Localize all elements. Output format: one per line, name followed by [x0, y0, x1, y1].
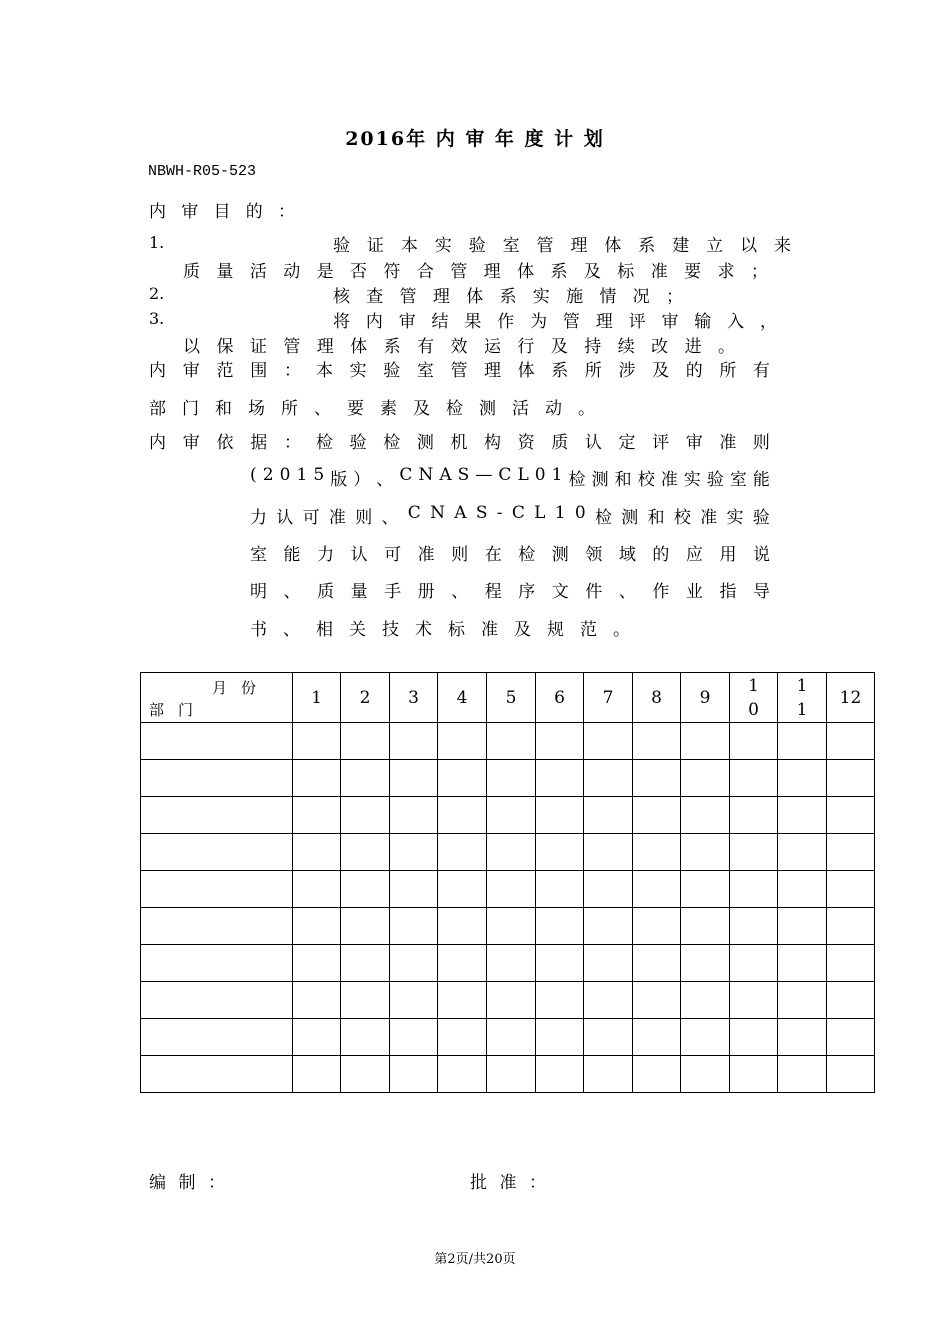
page-title: 2016年 内 审 年 度 计 划 [345, 128, 605, 150]
month-cell [681, 945, 730, 982]
month-cell [827, 760, 875, 797]
month-cell [293, 908, 341, 945]
department-cell [141, 871, 293, 908]
month-header-9: 9 [681, 673, 730, 723]
basis-line-2: ( 2 0 1 5 版 ） 、 C N A S — C L 0 1 检 测 和 校 准 实 验 室 能 [250, 465, 770, 490]
purpose-3-number: 3. [149, 309, 165, 328]
month-cell [390, 797, 438, 834]
department-cell [141, 908, 293, 945]
month-cell [438, 797, 487, 834]
month-cell [390, 1019, 438, 1056]
month-cell [778, 1019, 827, 1056]
month-cell [633, 1056, 681, 1093]
month-cell [536, 797, 584, 834]
month-cell [584, 797, 633, 834]
month-cell [536, 945, 584, 982]
month-cell [827, 1019, 875, 1056]
purpose-1-line1: 验 证 本 实 验 室 管 理 体 系 建 立 以 来 [333, 236, 791, 256]
month-cell [730, 982, 778, 1019]
month-cell [390, 982, 438, 1019]
month-cell [487, 1056, 536, 1093]
month-cell [827, 797, 875, 834]
month-cell [341, 871, 390, 908]
month-cell [341, 723, 390, 760]
month-cell [730, 871, 778, 908]
page-footer: 第2页/共20页 [434, 1252, 516, 1267]
month-cell [293, 982, 341, 1019]
month-cell [438, 723, 487, 760]
month-cell [633, 797, 681, 834]
month-header-6: 6 [536, 673, 584, 723]
month-cell [390, 723, 438, 760]
table-row [141, 760, 875, 797]
month-header-3: 3 [390, 673, 438, 723]
month-cell [827, 945, 875, 982]
basis-line-6: 书 、 相 关 技 术 标 准 及 规 范 。 [250, 620, 630, 640]
department-cell [141, 1056, 293, 1093]
month-cell [487, 908, 536, 945]
month-cell [293, 797, 341, 834]
table-row [141, 908, 875, 945]
month-cell [584, 760, 633, 797]
month-cell [536, 908, 584, 945]
department-header-label: 部门 [149, 701, 208, 719]
month-cell [778, 723, 827, 760]
audit-plan-table [140, 672, 875, 1093]
month-cell [438, 908, 487, 945]
purpose-3-line2: 以 保 证 管 理 体 系 有 效 运 行 及 持 续 改 进 。 [183, 337, 735, 357]
month-cell [341, 945, 390, 982]
month-cell [390, 1056, 438, 1093]
month-cell [536, 1056, 584, 1093]
month-cell [390, 908, 438, 945]
purpose-2-number: 2. [149, 284, 165, 303]
month-cell [341, 1019, 390, 1056]
month-cell [293, 871, 341, 908]
basis-line-1: 检 验 检 测 机 构 资 质 认 定 评 审 准 则 [316, 433, 770, 453]
department-cell [141, 1019, 293, 1056]
month-cell [293, 1056, 341, 1093]
month-cell [778, 945, 827, 982]
month-cell [827, 1056, 875, 1093]
scope-line2: 部 门 和 场 所 、 要 素 及 检 测 活 动 。 [149, 399, 595, 419]
month-cell [341, 797, 390, 834]
table-row [141, 797, 875, 834]
department-cell [141, 834, 293, 871]
purpose-1-number: 1. [149, 233, 165, 252]
month-cell [681, 871, 730, 908]
month-header-10 [730, 673, 778, 723]
month-header-8: 8 [633, 673, 681, 723]
month-cell [390, 871, 438, 908]
month-cell [341, 982, 390, 1019]
month-cell [827, 834, 875, 871]
month-cell [730, 1056, 778, 1093]
month-cell [293, 1019, 341, 1056]
month-cell [778, 834, 827, 871]
table-row [141, 871, 875, 908]
month-cell [730, 945, 778, 982]
basis-label: 内 审 依 据 ： [149, 433, 301, 453]
month-cell [390, 760, 438, 797]
basis-line-5: 明 、 质 量 手 册 、 程 序 文 件 、 作 业 指 导 [250, 582, 770, 602]
month-cell [681, 723, 730, 760]
month-cell [438, 834, 487, 871]
scope-label: 内 审 范 围 ： [149, 361, 301, 381]
month-cell [584, 871, 633, 908]
month-cell [487, 945, 536, 982]
month-cell [681, 760, 730, 797]
month-cell [293, 723, 341, 760]
month-cell [487, 834, 536, 871]
month-header-11-text: 1 1 [796, 675, 808, 720]
department-cell [141, 760, 293, 797]
table-body [141, 723, 875, 1093]
month-cell [536, 834, 584, 871]
month-cell [730, 1019, 778, 1056]
month-cell [633, 871, 681, 908]
month-cell [633, 908, 681, 945]
month-cell [341, 760, 390, 797]
department-cell [141, 982, 293, 1019]
month-cell [633, 723, 681, 760]
month-header-11 [778, 673, 827, 723]
month-cell [730, 797, 778, 834]
department-cell [141, 723, 293, 760]
approved-by-label: 批 准 ： [470, 1173, 546, 1193]
month-cell [827, 723, 875, 760]
month-cell [293, 945, 341, 982]
basis-line-4: 室 能 力 认 可 准 则 在 检 测 领 域 的 应 用 说 [250, 545, 770, 565]
month-header-12: 12 [827, 673, 875, 723]
month-cell [730, 723, 778, 760]
month-cell [536, 982, 584, 1019]
table-row [141, 1019, 875, 1056]
month-cell [390, 834, 438, 871]
month-header-1: 1 [293, 673, 341, 723]
month-cell [730, 760, 778, 797]
table-row [141, 945, 875, 982]
month-cell [584, 945, 633, 982]
month-cell [341, 834, 390, 871]
month-cell [584, 834, 633, 871]
month-cell [827, 871, 875, 908]
month-cell [438, 1019, 487, 1056]
purpose-1-line2: 质 量 活 动 是 否 符 合 管 理 体 系 及 标 准 要 求 ； [183, 262, 768, 282]
corner-header-cell [141, 673, 293, 723]
month-cell [681, 1019, 730, 1056]
month-cell [681, 797, 730, 834]
month-header-7: 7 [584, 673, 633, 723]
department-cell [141, 797, 293, 834]
month-header-label: 月份 [211, 679, 270, 697]
month-cell [778, 908, 827, 945]
month-cell [778, 871, 827, 908]
document-code: NBWH-R05-523 [148, 163, 257, 180]
department-cell [141, 945, 293, 982]
month-cell [438, 945, 487, 982]
month-cell [633, 945, 681, 982]
month-header-4: 4 [438, 673, 487, 723]
month-cell [633, 760, 681, 797]
month-cell [487, 723, 536, 760]
month-cell [584, 1019, 633, 1056]
month-cell [681, 908, 730, 945]
month-cell [536, 723, 584, 760]
month-cell [438, 871, 487, 908]
month-cell [293, 834, 341, 871]
purpose-3-line1: 将 内 审 结 果 作 为 管 理 评 审 输 入 ， [333, 312, 777, 332]
month-cell [730, 908, 778, 945]
table-row [141, 723, 875, 760]
table-row [141, 1056, 875, 1093]
month-cell [827, 982, 875, 1019]
month-cell [584, 982, 633, 1019]
month-cell [487, 871, 536, 908]
month-cell [633, 834, 681, 871]
month-cell [536, 1019, 584, 1056]
table-header-row [141, 673, 875, 723]
month-header-2: 2 [341, 673, 390, 723]
month-cell [536, 871, 584, 908]
month-cell [778, 1056, 827, 1093]
basis-line-3: 力 认 可 准 则 、 C N A S - C L 1 0 检 测 和 校 准 实 验 [250, 503, 770, 528]
month-cell [341, 908, 390, 945]
month-cell [730, 834, 778, 871]
table-row [141, 982, 875, 1019]
table-row [141, 834, 875, 871]
month-cell [341, 1056, 390, 1093]
month-cell [633, 982, 681, 1019]
month-cell [487, 760, 536, 797]
month-cell [438, 982, 487, 1019]
month-header-5: 5 [487, 673, 536, 723]
month-cell [487, 797, 536, 834]
month-cell [487, 982, 536, 1019]
month-cell [584, 723, 633, 760]
month-cell [827, 908, 875, 945]
month-header-10-text: 1 0 [748, 675, 759, 720]
month-cell [681, 834, 730, 871]
scope-line1: 本 实 验 室 管 理 体 系 所 涉 及 的 所 有 [316, 361, 770, 381]
month-cell [293, 760, 341, 797]
purpose-heading: 内 审 目 的 ： [149, 202, 295, 222]
month-cell [681, 1056, 730, 1093]
month-cell [778, 760, 827, 797]
month-cell [438, 1056, 487, 1093]
month-cell [487, 1019, 536, 1056]
month-cell [438, 760, 487, 797]
month-cell [584, 1056, 633, 1093]
compiled-by-label: 编 制 ： [149, 1173, 225, 1193]
month-cell [390, 945, 438, 982]
month-cell [778, 797, 827, 834]
month-cell [536, 760, 584, 797]
month-cell [633, 1019, 681, 1056]
month-cell [778, 982, 827, 1019]
month-cell [584, 908, 633, 945]
month-cell [681, 982, 730, 1019]
purpose-2-line1: 核 查 管 理 体 系 实 施 情 况 ； [333, 287, 683, 307]
